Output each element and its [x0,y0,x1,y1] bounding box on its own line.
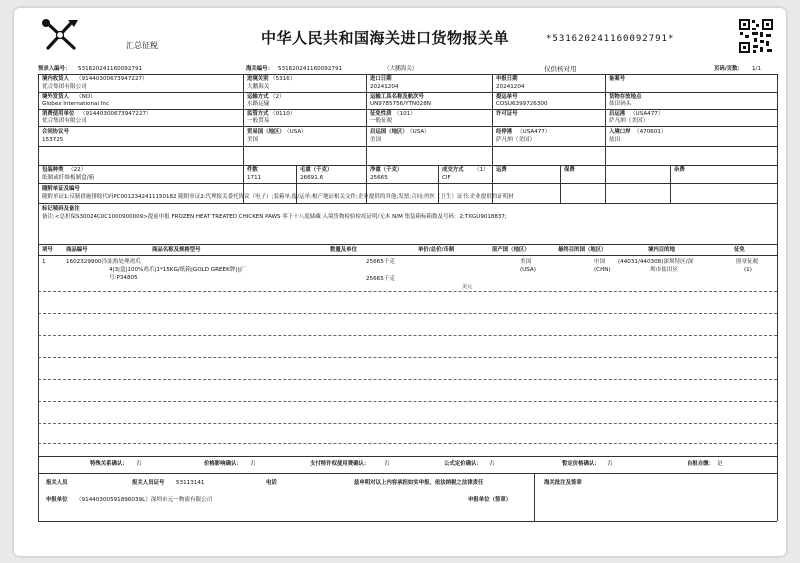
dep-port-code: （USA477） [630,111,664,117]
page-label: 页码/页数： [714,66,743,72]
special-value: 否 [136,461,142,467]
import-date: 20241204 [370,84,399,90]
goods-qty2: 25665千克 [366,276,395,282]
dep-port-label: 启运港 [609,111,626,117]
docs-text: 随附单证1:反制措施排除代码PC0012342411150182 随附单证2:代理报关委托协议（电子）;装箱单;提/运单;根产地证相关文件;企业提供的其他;发票;合同;兽医（卫生）证书;企业提供的证明材 [42,194,514,200]
tentative-value: 否 [607,461,613,467]
page-value: 1/1 [752,66,762,72]
goods-dest-code: (CHN) [594,267,611,273]
trade-country-code: （USA） [284,129,307,135]
goods-header-name: 商品名称及规格型号 [152,247,201,253]
marks-text: 备注:<总担保S30024C0C1000900009>提前申报 FROZEN HEAT TREATED CHICKEN PAWS 零下十八度储藏 入境货物检验检疫证明/无木 N/M 集装箱标箱数及号码：2;TXGU9018837; [42,214,507,220]
declare-date: 20241204 [496,84,525,90]
declare-unit: （91440300591896039L）深圳市元一物流有限公司 [76,497,213,503]
goods-qty1: 25665千克 [366,259,395,265]
price-label: 价格影响确认： [204,461,242,467]
royalty-label: 支付特许权使用费确认： [310,461,370,467]
vessel-label: 运输工具名称及航次号 [370,94,424,100]
user-name: 优合集团有限公司 [42,118,87,124]
docs-label: 随附单证及编号 [42,186,80,192]
vessel: UN9785756/YTN028N [370,101,431,107]
supervision: 一般贸易 [247,118,270,124]
consignor-code: （NO） [76,94,96,100]
bl-no: COSU6399726300 [496,101,548,107]
user-code: （91440300673947227） [80,111,152,117]
declare-unit-label: 申报单位 [46,497,68,503]
supervision-label: 监管方式 [247,111,269,117]
declaration-mode: 汇总征税 [126,41,158,50]
marks-label: 标记唛码及备注 [42,206,80,212]
goods-header-domestic: 境内目的地 [648,247,675,253]
transport-code: （2） [270,94,285,100]
insurance-label: 保费 [564,167,575,173]
entry-port-label: 进境关别 [247,76,269,82]
trade-country: 美国 [247,137,259,143]
goods-hs-name: 1602329900冷冻热处理鸡爪 [66,259,141,265]
net: 25665 [370,175,388,181]
origin-country-code: （USA） [407,129,430,135]
declarer-cert-label: 报关人员证号 [132,480,165,486]
phone-label: 电话 [266,480,277,486]
transit-port-code: （USA477） [517,129,551,135]
pack-label: 包装种类 [42,167,64,173]
entry-port-code: （5316） [270,76,296,82]
goods-header-levy: 征免 [734,247,745,253]
pack: 纸制或纤维板制盒/箱 [42,175,95,181]
special-label: 特殊关系确认： [90,461,128,467]
barcode-text: *531620241160092791* [546,34,675,44]
declarer-label: 报关人员 [46,480,68,486]
levy-code: （101） [394,111,416,117]
goods-spec1: 4|3|盒|100%鸡爪|1*15KG/纸箱|GOLD GREEK牌|||厂 [109,267,247,273]
pack-code: （22） [68,167,87,173]
consignor-name: Globex International Inc [42,101,110,107]
goods-origin: 美国 [520,259,532,265]
formula-label: 公式定价确认： [444,461,482,467]
consignor-label: 境外发货人 [42,94,69,100]
self-pay-label: 自报自缴： [687,461,714,467]
entry-place-label: 入境口岸 [609,129,631,135]
goods-header-qty: 数量及单位 [330,247,357,253]
pieces: 1711 [247,175,262,181]
entry-place: 盐田 [609,137,621,143]
gross-label: 毛重（千克） [300,167,333,173]
levy: 一般征税 [370,118,393,124]
goods-levy: 照章征税 [736,259,759,265]
consignee-label: 境内收货人 [42,76,69,82]
supervision-code: （0110） [270,111,296,117]
seal-label: 申报单位（签章） [468,497,512,503]
goods-spec2: 号:P34805 [109,275,138,281]
origin-country: 美国 [370,137,382,143]
transit-port-label: 经停港 [496,129,513,135]
goods-currency: 美元 [462,284,473,290]
price-value: 否 [250,461,256,467]
deal-label: 成交方式 [442,167,464,173]
declare-date-label: 申报日期 [496,76,518,82]
pre-entry-no: 531620241160092791 [78,66,143,72]
consignee-code: （91440300673947227） [76,76,148,82]
customs-no-label: 海关编号： [246,66,273,72]
qr-code-icon [738,18,774,54]
customs-emblem-icon [38,18,86,54]
customs-no: 531620241160092791 [278,66,343,72]
freight-label: 运费 [496,167,507,173]
page-title: 中华人民共和国海关进口货物报关单 [261,29,510,47]
consignee-name: 优合集团有限公司 [42,84,87,90]
goods-levy-code: (1) [744,267,752,273]
goods-row-no: 1 [42,259,46,265]
royalty-value: 否 [384,461,390,467]
goods-domestic2: 圳市盐田区 [650,267,678,273]
storage-label: 货物存放地点 [609,94,642,100]
transit-port: 萨凡纳（美国） [496,137,536,143]
pre-entry-label: 预录入编号： [38,66,71,72]
customs-declaration-form [14,8,786,556]
misc-label: 杂费 [674,167,685,173]
declaration-statement: 兹申明对以上内容承担如实申报、依法纳税之法律责任 [354,480,484,486]
levy-label: 征免性质 [370,111,392,117]
declarer-cert: 53113141 [176,480,205,486]
pieces-label: 件数 [247,167,258,173]
user-label: 消费使用单位 [42,111,75,117]
import-date-label: 进口日期 [370,76,392,82]
deal-code: （1） [474,167,489,173]
self-pay-value: 是 [717,461,723,467]
bl-label: 提运单号 [496,94,518,100]
trade-country-label: 贸易国（地区） [247,129,285,135]
goods-header-no: 项号 [42,247,53,253]
for-check-note: 仅供核对用 [544,65,577,73]
dep-port: 萨凡纳（美国） [609,118,649,124]
gross: 26691.6 [300,175,324,181]
record-no-label: 备案号 [609,76,626,82]
transport-label: 运输方式 [247,94,269,100]
customs-office: （大鹏海关） [384,66,418,72]
goods-header-dest: 最终目的国（地区） [558,247,607,253]
contract: 153725 [42,137,64,143]
transport: 水路运输 [247,101,270,107]
entry-place-code: （470601） [634,129,667,135]
goods-header-origin: 原产国（地区） [492,247,530,253]
deal: CIF [442,175,451,181]
formula-value: 否 [489,461,495,467]
goods-origin-code: (USA) [520,267,536,273]
net-label: 净重（千克） [370,167,403,173]
license-label: 许可证号 [496,111,518,117]
entry-port: 大鹏海关 [247,84,270,90]
storage: 盐田码头 [609,101,632,107]
contract-label: 合同协议号 [42,129,69,135]
tentative-label: 暂定价格确认： [562,461,600,467]
origin-country-label: 启运国（地区） [370,129,408,135]
goods-domestic: (44031/440308)深圳特区/深 [618,259,694,265]
goods-dest: 中国 [594,259,606,265]
goods-header-price: 单价/总价/币制 [418,247,455,253]
goods-header-hs: 商品编号 [66,247,88,253]
customs-note-label: 海关批注及签章 [544,480,582,486]
